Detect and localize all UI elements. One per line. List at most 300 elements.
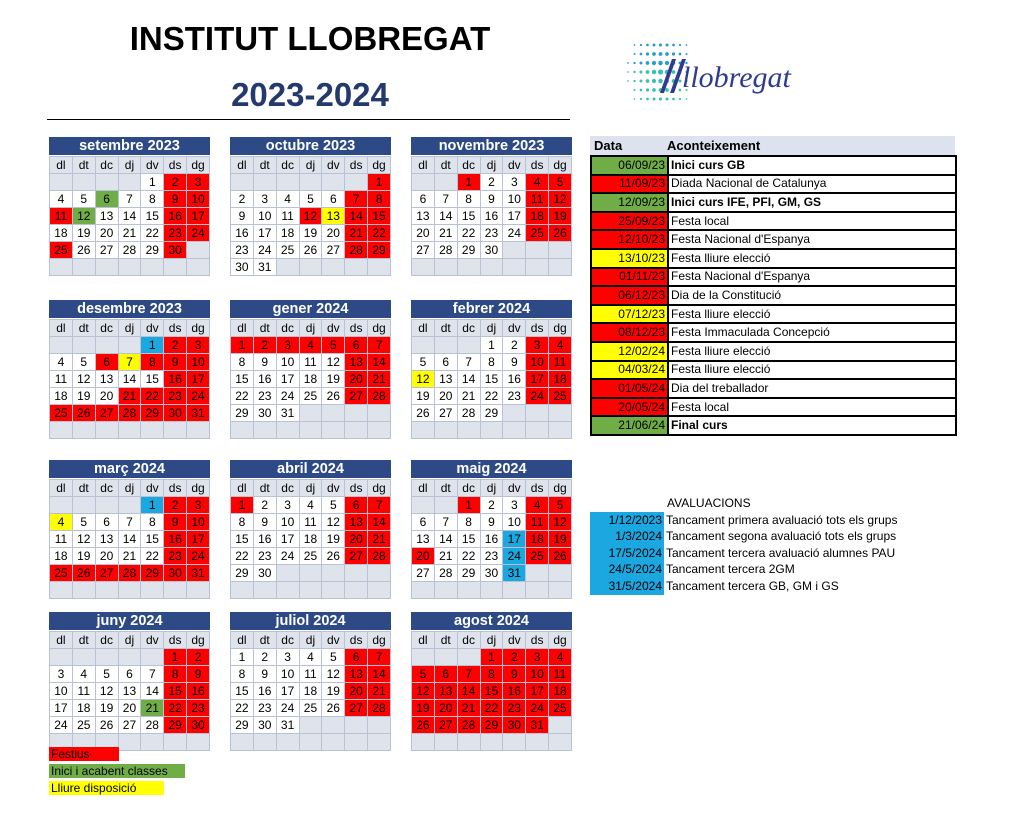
day-cell: 28 (118, 405, 141, 422)
event-text: Festa Immaculada Concepció (668, 323, 956, 342)
day-cell: 18 (50, 388, 73, 405)
empty-cell (503, 734, 526, 751)
weekday-label: dl (231, 157, 254, 174)
event-row (591, 342, 956, 361)
day-cell: 20 (412, 548, 435, 565)
day-cell: 5 (72, 191, 95, 208)
weekday-label: dt (72, 632, 95, 649)
logo-dot (653, 98, 656, 101)
logo-dot (672, 44, 675, 47)
day-cell: 9 (253, 666, 276, 683)
day-cell: 3 (276, 497, 299, 514)
day-cell: 12 (299, 208, 322, 225)
event-text: Festa lliure elecció (668, 249, 956, 268)
day-cell: 23 (253, 548, 276, 565)
weekday-label: dg (368, 157, 391, 174)
empty-cell (95, 649, 118, 666)
day-cell: 14 (457, 683, 480, 700)
logo-dot (634, 98, 636, 100)
day-cell: 16 (164, 371, 187, 388)
day-cell: 22 (164, 700, 187, 717)
day-cell: 25 (276, 242, 299, 259)
day-cell: 30 (231, 259, 254, 276)
event-date: 01/11/23 (591, 268, 668, 287)
weekday-label: dt (253, 157, 276, 174)
empty-cell (118, 582, 141, 599)
day-cell: 5 (549, 174, 572, 191)
logo-dot (652, 52, 656, 56)
day-cell: 30 (253, 405, 276, 422)
logo-dot (685, 53, 687, 55)
day-cell: 23 (503, 388, 526, 405)
logo-dot (646, 98, 649, 101)
day-cell: 31 (253, 259, 276, 276)
day-cell: 23 (164, 388, 187, 405)
day-cell: 7 (434, 191, 457, 208)
empty-cell (95, 422, 118, 439)
empty-cell (231, 422, 254, 439)
weekday-label: dg (187, 632, 210, 649)
day-cell: 23 (187, 700, 210, 717)
day-cell: 16 (503, 371, 526, 388)
day-cell: 5 (322, 649, 345, 666)
weekday-label: ds (345, 320, 368, 337)
day-cell: 5 (299, 191, 322, 208)
empty-cell (480, 734, 503, 751)
day-cell: 19 (72, 225, 95, 242)
empty-cell (526, 405, 549, 422)
weekday-label: ds (526, 632, 549, 649)
day-cell: 4 (72, 666, 95, 683)
empty-cell (412, 337, 435, 354)
weekday-label: ds (345, 632, 368, 649)
empty-cell (457, 259, 480, 276)
day-cell: 18 (50, 225, 73, 242)
logo-dot (652, 88, 656, 92)
day-cell: 16 (231, 225, 254, 242)
logo-dot (665, 88, 669, 92)
day-cell: 24 (526, 388, 549, 405)
day-cell: 2 (503, 649, 526, 666)
empty-cell (72, 582, 95, 599)
events-table (590, 155, 957, 436)
day-cell: 12 (322, 666, 345, 683)
day-cell: 17 (50, 700, 73, 717)
day-cell: 10 (187, 514, 210, 531)
day-cell: 13 (412, 531, 435, 548)
month-calendar (230, 300, 391, 439)
weekday-label: dv (503, 320, 526, 337)
weekday-label: dc (276, 320, 299, 337)
empty-cell (72, 337, 95, 354)
day-cell: 23 (164, 225, 187, 242)
avaluacio-text: Tancament tercera 2GM (666, 562, 795, 577)
logo-dot (666, 98, 669, 101)
day-cell: 4 (50, 191, 73, 208)
day-cell: 16 (480, 531, 503, 548)
empty-cell (187, 259, 210, 276)
day-cell: 17 (187, 531, 210, 548)
day-cell: 29 (164, 717, 187, 734)
day-cell: 12 (72, 371, 95, 388)
event-row (591, 249, 956, 268)
event-row (591, 268, 956, 287)
day-cell: 5 (412, 666, 435, 683)
day-cell: 22 (457, 548, 480, 565)
avaluacio-text: Tancament tercera GB, GM i GS (666, 578, 839, 593)
logo-dot (652, 70, 657, 75)
day-cell: 21 (434, 225, 457, 242)
day-cell: 8 (457, 191, 480, 208)
day-cell: 31 (187, 405, 210, 422)
empty-cell (118, 337, 141, 354)
empty-cell (276, 422, 299, 439)
day-cell: 20 (434, 700, 457, 717)
day-cell: 8 (231, 354, 254, 371)
day-cell: 5 (72, 514, 95, 531)
empty-cell (412, 649, 435, 666)
day-cell: 24 (526, 700, 549, 717)
weekday-label: dl (231, 480, 254, 497)
day-cell: 3 (253, 191, 276, 208)
logo-dot (686, 44, 688, 46)
day-cell: 29 (231, 405, 254, 422)
day-cell: 26 (322, 548, 345, 565)
day-cell: 25 (50, 405, 73, 422)
empty-cell (141, 649, 164, 666)
weekday-label: dg (549, 480, 572, 497)
day-cell: 9 (231, 208, 254, 225)
month-calendar (230, 137, 391, 276)
empty-cell (368, 422, 391, 439)
event-row (591, 156, 956, 175)
month-title: desembre 2023 (49, 300, 210, 318)
month-title: març 2024 (49, 460, 210, 478)
day-cell: 10 (50, 683, 73, 700)
day-cell: 14 (368, 354, 391, 371)
empty-cell (187, 242, 210, 259)
day-cell: 12 (95, 683, 118, 700)
day-cell: 23 (503, 700, 526, 717)
day-cell: 10 (253, 208, 276, 225)
day-cell: 15 (457, 531, 480, 548)
day-cell: 30 (480, 242, 503, 259)
empty-cell (276, 565, 299, 582)
day-cell: 2 (480, 174, 503, 191)
month-title: juny 2024 (49, 612, 210, 630)
day-cell: 12 (412, 683, 435, 700)
empty-cell (503, 242, 526, 259)
event-row (591, 379, 956, 398)
day-cell: 24 (276, 548, 299, 565)
day-cell: 2 (253, 337, 276, 354)
day-cell: 10 (276, 666, 299, 683)
event-text: Dia del treballador (668, 379, 956, 398)
day-cell: 18 (50, 548, 73, 565)
day-cell: 6 (412, 514, 435, 531)
logo-dot (640, 89, 643, 92)
day-cell: 16 (187, 683, 210, 700)
day-cell: 28 (345, 242, 368, 259)
empty-cell (368, 734, 391, 751)
day-cell: 7 (118, 514, 141, 531)
empty-cell (299, 565, 322, 582)
empty-cell (276, 259, 299, 276)
empty-cell (164, 259, 187, 276)
day-cell: 17 (187, 208, 210, 225)
event-row (591, 286, 956, 305)
empty-cell (434, 174, 457, 191)
weekday-label: dl (50, 632, 73, 649)
empty-cell (345, 717, 368, 734)
event-date: 21/06/24 (591, 416, 668, 435)
empty-cell (72, 422, 95, 439)
events-col-event: Aconteixement (667, 138, 761, 153)
day-cell: 20 (95, 225, 118, 242)
empty-cell (434, 734, 457, 751)
day-cell: 2 (231, 191, 254, 208)
day-cell: 31 (276, 405, 299, 422)
weekday-label: dv (322, 480, 345, 497)
day-cell: 7 (457, 666, 480, 683)
empty-cell (345, 734, 368, 751)
weekday-label: dt (434, 157, 457, 174)
day-cell: 30 (253, 717, 276, 734)
day-cell: 25 (526, 548, 549, 565)
day-cell: 15 (457, 208, 480, 225)
day-cell: 11 (276, 208, 299, 225)
day-cell: 21 (118, 548, 141, 565)
empty-cell (72, 174, 95, 191)
day-cell: 25 (549, 388, 572, 405)
event-date: 11/09/23 (591, 175, 668, 194)
logo-dot (640, 62, 643, 65)
day-cell: 15 (141, 371, 164, 388)
day-cell: 21 (457, 700, 480, 717)
weekday-label: dc (457, 320, 480, 337)
logo-text: llobregat (682, 61, 791, 94)
logo-dot (646, 61, 650, 65)
day-cell: 16 (253, 371, 276, 388)
logo-dot (653, 44, 656, 47)
day-cell: 14 (141, 683, 164, 700)
logo-dot (679, 44, 681, 46)
day-cell: 27 (118, 717, 141, 734)
day-cell: 23 (480, 548, 503, 565)
day-cell: 1 (231, 497, 254, 514)
day-cell: 20 (118, 700, 141, 717)
day-cell: 1 (480, 337, 503, 354)
event-text: Diada Nacional de Catalunya (668, 175, 956, 194)
weekday-label: dj (480, 320, 503, 337)
empty-cell (503, 405, 526, 422)
day-cell: 20 (95, 388, 118, 405)
day-cell: 10 (503, 514, 526, 531)
day-cell: 26 (412, 405, 435, 422)
event-date: 25/09/23 (591, 212, 668, 231)
day-cell: 31 (187, 565, 210, 582)
day-cell: 4 (526, 174, 549, 191)
weekday-label: dg (368, 480, 391, 497)
empty-cell (322, 717, 345, 734)
day-cell: 9 (187, 666, 210, 683)
empty-cell (322, 582, 345, 599)
day-cell: 22 (141, 225, 164, 242)
logo-dot (665, 61, 669, 65)
event-row (591, 398, 956, 417)
avaluacio-date: 1/3/2024 (590, 529, 664, 546)
empty-cell (434, 337, 457, 354)
logo-dot (686, 98, 688, 100)
day-cell: 18 (549, 683, 572, 700)
empty-cell (72, 649, 95, 666)
weekday-label: dt (434, 320, 457, 337)
day-cell: 18 (549, 371, 572, 388)
day-cell: 7 (345, 191, 368, 208)
month-title: abril 2024 (230, 460, 391, 478)
school-title: INSTITUT LLOBREGAT (129, 20, 491, 57)
day-cell: 29 (231, 717, 254, 734)
day-cell: 28 (118, 242, 141, 259)
weekday-label: dt (72, 480, 95, 497)
day-cell: 23 (231, 242, 254, 259)
weekday-label: dj (299, 632, 322, 649)
empty-cell (526, 422, 549, 439)
logo-dot (639, 70, 642, 73)
event-date: 08/12/23 (591, 323, 668, 342)
day-cell: 7 (457, 354, 480, 371)
day-cell: 8 (480, 354, 503, 371)
month-title: juliol 2024 (230, 612, 391, 630)
day-cell: 28 (434, 565, 457, 582)
logo-dot (646, 88, 649, 91)
day-cell: 27 (434, 717, 457, 734)
weekday-label: dl (231, 632, 254, 649)
day-cell: 9 (480, 514, 503, 531)
avaluacio-row (590, 512, 899, 529)
logo-dot (634, 44, 636, 46)
day-cell: 31 (276, 717, 299, 734)
day-cell: 11 (526, 191, 549, 208)
day-cell: 5 (322, 337, 345, 354)
logo-dot (652, 61, 656, 65)
day-cell: 20 (322, 225, 345, 242)
day-cell: 26 (322, 700, 345, 717)
day-cell: 15 (231, 683, 254, 700)
day-cell: 28 (434, 242, 457, 259)
day-cell: 16 (164, 531, 187, 548)
empty-cell (187, 422, 210, 439)
day-cell: 8 (457, 514, 480, 531)
weekday-label: ds (345, 157, 368, 174)
empty-cell (457, 734, 480, 751)
day-cell: 7 (141, 666, 164, 683)
day-cell: 31 (526, 717, 549, 734)
weekday-label: dj (299, 480, 322, 497)
empty-cell (118, 174, 141, 191)
empty-cell (526, 259, 549, 276)
empty-cell (50, 174, 73, 191)
day-cell: 28 (368, 548, 391, 565)
empty-cell (549, 259, 572, 276)
logo-dot (659, 43, 662, 46)
day-cell: 3 (276, 337, 299, 354)
weekday-label: dv (503, 480, 526, 497)
day-cell: 17 (503, 531, 526, 548)
event-date: 20/05/24 (591, 398, 668, 417)
day-cell: 2 (164, 337, 187, 354)
day-cell: 9 (480, 191, 503, 208)
empty-cell (50, 259, 73, 276)
day-cell: 14 (434, 531, 457, 548)
day-cell: 11 (50, 208, 73, 225)
day-cell: 27 (322, 242, 345, 259)
day-cell: 29 (141, 565, 164, 582)
day-cell: 17 (526, 371, 549, 388)
day-cell: 3 (50, 666, 73, 683)
weekday-label: dv (503, 157, 526, 174)
logo-dot (627, 80, 629, 82)
day-cell: 9 (253, 514, 276, 531)
event-date: 12/09/23 (591, 193, 668, 212)
day-cell: 19 (322, 371, 345, 388)
day-cell: 7 (434, 514, 457, 531)
month-calendar (49, 137, 210, 276)
logo-dot (666, 44, 669, 47)
empty-cell (141, 259, 164, 276)
day-cell: 6 (322, 191, 345, 208)
empty-cell (345, 565, 368, 582)
day-cell: 12 (72, 531, 95, 548)
weekday-label: dl (412, 480, 435, 497)
month-calendar (49, 460, 210, 599)
day-cell: 29 (457, 242, 480, 259)
day-cell: 3 (526, 337, 549, 354)
day-cell: 12 (322, 354, 345, 371)
day-cell: 12 (549, 514, 572, 531)
event-row (591, 230, 956, 249)
event-row (591, 323, 956, 342)
empty-cell (434, 497, 457, 514)
logo-dot (672, 98, 675, 101)
event-text: Inici curs GB (668, 156, 956, 175)
day-cell: 6 (434, 666, 457, 683)
month-title: octubre 2023 (230, 137, 391, 155)
day-cell: 13 (345, 514, 368, 531)
day-cell: 11 (549, 666, 572, 683)
empty-cell (141, 582, 164, 599)
day-cell: 16 (253, 683, 276, 700)
day-cell: 8 (164, 666, 187, 683)
month-title: agost 2024 (411, 612, 572, 630)
day-cell: 19 (549, 531, 572, 548)
day-cell: 14 (368, 514, 391, 531)
day-cell: 29 (231, 565, 254, 582)
day-cell: 26 (412, 717, 435, 734)
day-cell: 24 (276, 700, 299, 717)
day-cell: 15 (480, 371, 503, 388)
day-cell: 5 (322, 497, 345, 514)
day-cell: 27 (412, 565, 435, 582)
logo-icon (620, 25, 800, 125)
empty-cell (299, 259, 322, 276)
empty-cell (118, 734, 141, 751)
empty-cell (253, 734, 276, 751)
empty-cell (299, 717, 322, 734)
day-cell: 4 (549, 649, 572, 666)
day-cell: 18 (299, 683, 322, 700)
empty-cell (345, 422, 368, 439)
